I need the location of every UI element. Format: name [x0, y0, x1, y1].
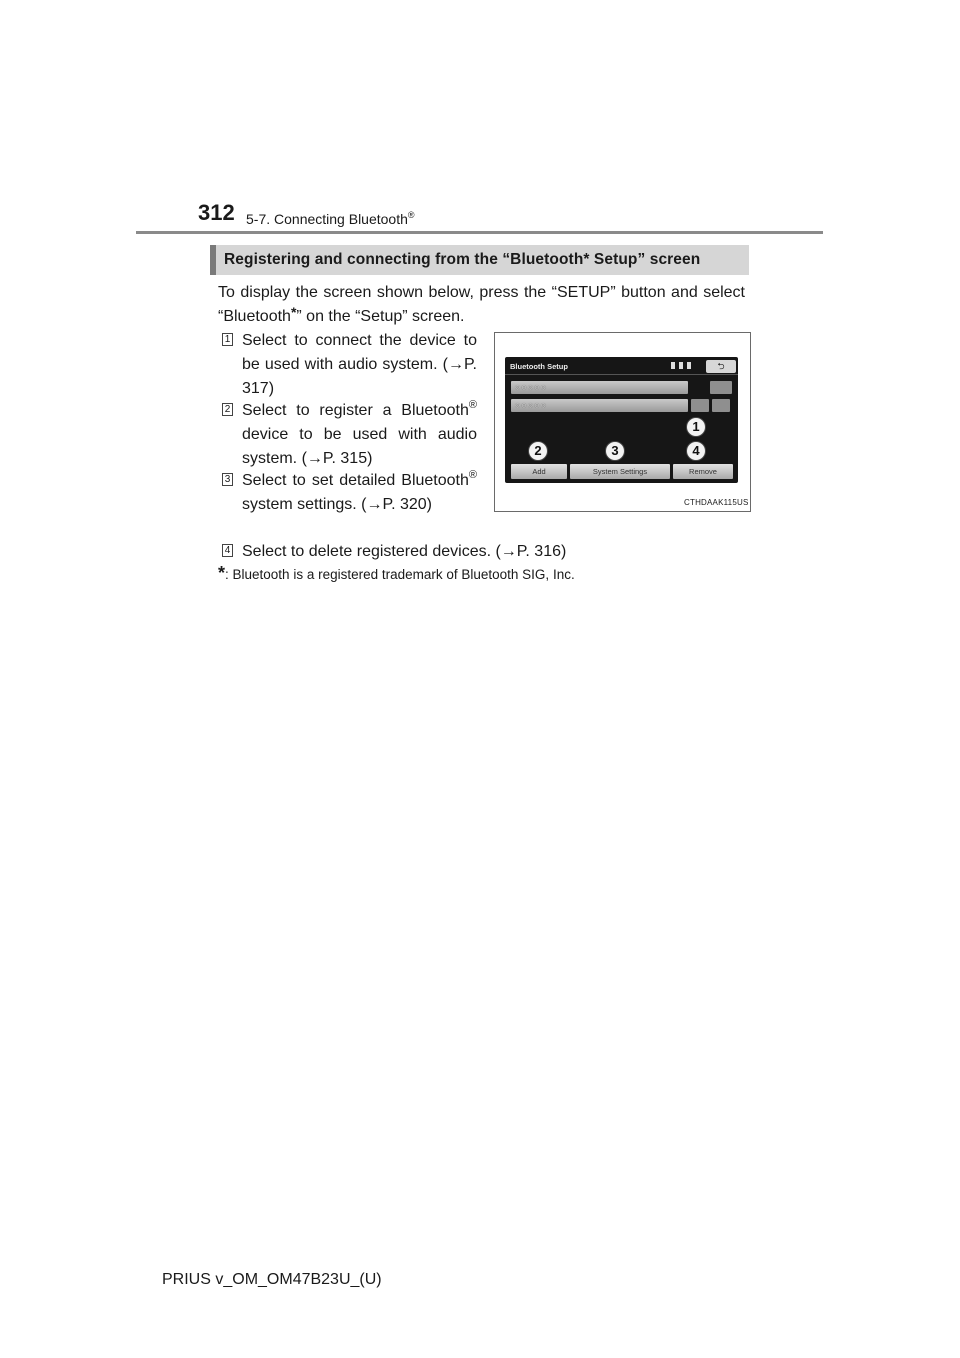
screen-divider [505, 374, 738, 375]
add-button: Add [511, 464, 567, 479]
section-title: Registering and connecting from the “Bluetooth* Setup” screen [224, 251, 701, 268]
callout-4: 4 [686, 441, 706, 461]
device-name-1: ○○○○○ [515, 382, 548, 392]
item-number-4: 4 [222, 544, 233, 557]
intro-asterisk: * [290, 304, 297, 320]
item-4-text: Select to delete registered devices. (→P. 316) [242, 543, 567, 560]
bluetooth-setup-screen-illustration [505, 357, 738, 483]
callout-1: 1 [686, 417, 706, 437]
item-2-text-a: Select to register a Bluetooth [242, 402, 469, 419]
back-button: ⮌ [706, 360, 736, 373]
remove-button: Remove [673, 464, 733, 479]
footer-doc-id: PRIUS v_OM_OM47B23U_(U) [162, 1271, 382, 1288]
signal-icon [679, 362, 683, 369]
section-heading-bar [210, 245, 749, 275]
bluetooth-status-icon [671, 362, 675, 369]
registered-mark: ® [468, 399, 477, 411]
item-number-2: 2 [222, 403, 233, 416]
callout-3: 3 [605, 441, 625, 461]
intro-text-2: ” on the “Setup” screen. [296, 308, 465, 325]
item-3-text [242, 469, 477, 517]
device-name-2: ○○○○○ [515, 400, 548, 410]
item-2-text-b: device to be used with audio system. (→P. 315) [242, 426, 477, 467]
connect-icon [710, 381, 732, 394]
item-2-text [242, 399, 477, 471]
footnote-asterisk: * [218, 563, 226, 583]
footnote-text: : Bluetooth is a registered trademark of Bluetooth SIG, Inc. [225, 567, 575, 582]
item-3-text-b: system settings. (→P. 320) [242, 496, 432, 513]
callout-2: 2 [528, 441, 548, 461]
item-1-text: Select to connect the device to be used with audio system. (→P. 317) [242, 332, 477, 397]
intro-text-1: To display the screen shown below, press the “SETUP” button and select “Bluetooth [218, 284, 745, 325]
device-row-1 [511, 381, 688, 394]
chapter-title [246, 206, 415, 228]
system-settings-button: System Settings [570, 464, 670, 479]
figure-code: CTHDAAK115US [684, 498, 749, 507]
device-row-2 [511, 399, 688, 412]
header-rule [136, 231, 823, 234]
item-number-3: 3 [222, 473, 233, 486]
device-option-icon [712, 399, 730, 412]
footnote [218, 564, 575, 584]
intro-paragraph [218, 281, 745, 329]
registered-mark: ® [468, 469, 477, 481]
device-option-icon [691, 399, 709, 412]
page-number: 312 [198, 200, 235, 225]
screen-title: Bluetooth Setup [510, 362, 568, 371]
registered-mark: ® [407, 210, 415, 220]
item-number-1: 1 [222, 333, 233, 346]
status-icons [671, 362, 691, 369]
chapter-title-text: 5-7. Connecting Bluetooth [246, 211, 408, 227]
battery-icon [687, 362, 691, 369]
item-3-text-a: Select to set detailed Bluetooth [242, 472, 469, 489]
